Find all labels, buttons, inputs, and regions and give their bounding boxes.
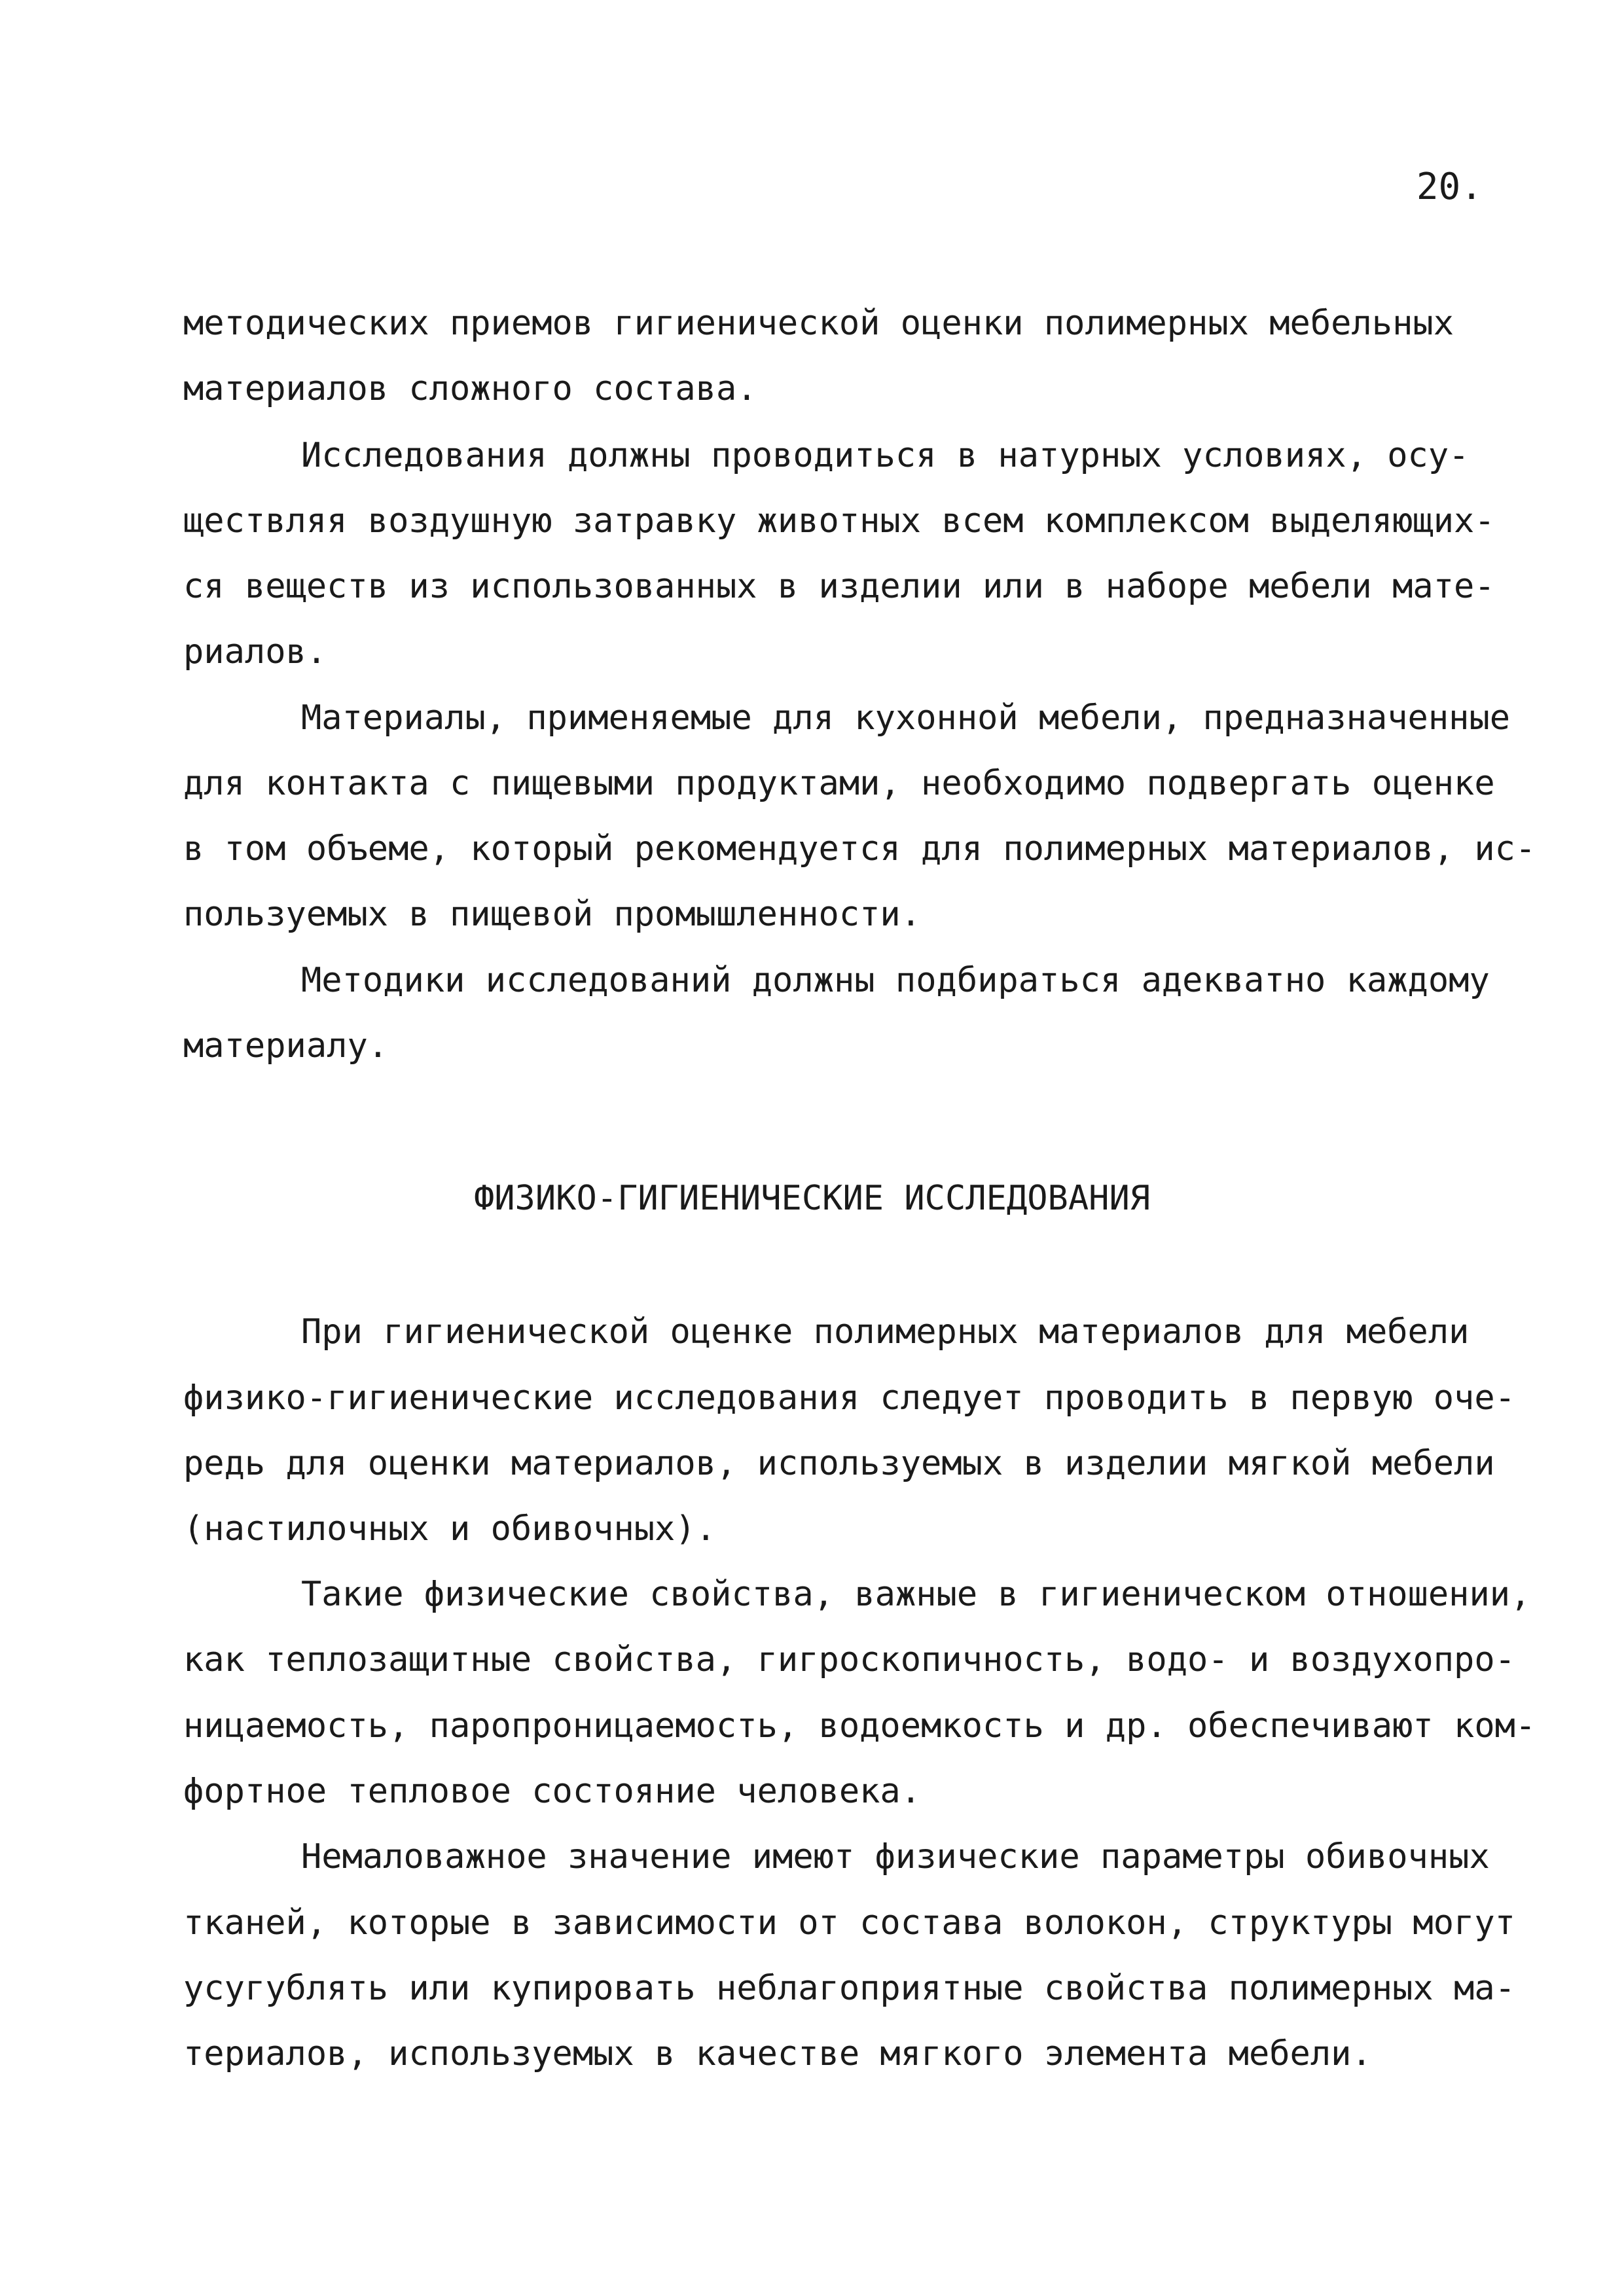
text-line: редь для оценки материалов, используемых в изделии мягкой мебели (183, 1444, 1495, 1483)
section-heading: ФИЗИКО-ГИГИЕНИЧЕСКИЕ ИССЛЕДОВАНИЯ (473, 1179, 1151, 1218)
text-line: Исследования должны проводиться в натурных условиях, осу- (301, 436, 1470, 475)
text-line: териалов, используемых в качестве мягкого элемента мебели. (183, 2034, 1372, 2073)
text-line: Методики исследований должны подбираться адекватно каждому (301, 961, 1490, 1000)
text-line: как теплозащитные свойства, гигроскопичность, водо- и воздухопро- (183, 1640, 1515, 1679)
text-line: Такие физические свойства, важные в гигиеническом отношении, (301, 1575, 1531, 1614)
text-line: риалов. (183, 632, 327, 672)
text-line: пользуемых в пищевой промышленности. (183, 895, 922, 934)
text-line: для контакта с пищевыми продуктами, необходимо подвергать оценке (183, 764, 1495, 803)
text-line: методических приемов гигиенической оценки полимерных мебельных (183, 304, 1454, 343)
text-line: физико-гигиенические исследования следует проводить в первую оче- (183, 1378, 1515, 1418)
text-line: усугублять или купировать неблагоприятные свойства полимерных ма- (183, 1969, 1515, 2008)
text-line: ществляя воздушную затравку животных всем комплексом выделяющих- (183, 501, 1495, 541)
text-line: Немаловажное значение имеют физические параметры обивочных (301, 1837, 1490, 1876)
text-line: ницаемость, паропроницаемость, водоемкость и др. обеспечивают ком- (183, 1706, 1536, 1746)
text-line: материалов сложного состава. (183, 369, 757, 408)
text-line: Материалы, применяемые для кухонной мебели, предназначенные (301, 698, 1511, 738)
text-line: тканей, которые в зависимости от состава волокон, структуры могут (183, 1903, 1515, 1943)
text-line: материалу. (183, 1026, 389, 1066)
text-line: фортное тепловое состояние человека. (183, 1772, 922, 1811)
text-line: в том объеме, который рекомендуется для полимерных материалов, ис- (183, 829, 1536, 869)
text-line: ся веществ из использованных в изделии или в наборе мебели мате- (183, 567, 1495, 606)
page-number: 20. (1416, 166, 1483, 208)
text-line: При гигиенической оценке полимерных материалов для мебели (301, 1312, 1470, 1352)
text-line: (настилочных и обивочных). (183, 1509, 716, 1549)
